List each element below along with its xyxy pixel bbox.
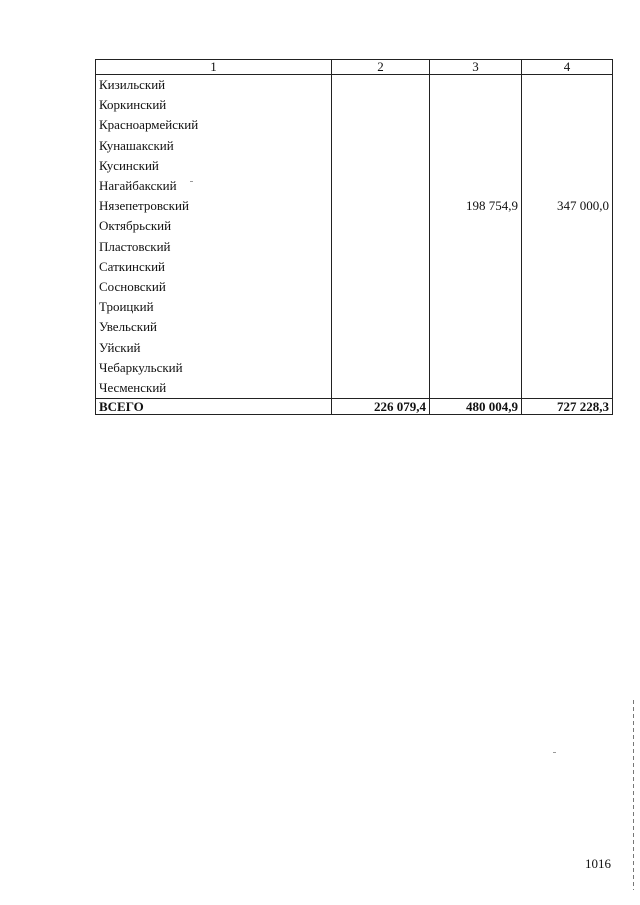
value-col-4-cell xyxy=(522,75,613,96)
value-col-4-cell xyxy=(522,297,613,317)
district-name-cell: Увельский xyxy=(96,317,332,337)
value-col-4-cell xyxy=(522,95,613,115)
value-col-2-cell xyxy=(332,358,430,378)
scan-speck xyxy=(190,181,193,182)
table-row xyxy=(96,95,613,115)
value-col-2-cell xyxy=(332,176,430,196)
value-col-3-cell xyxy=(430,358,522,378)
value-col-4-cell xyxy=(522,237,613,257)
value-col-3-cell xyxy=(430,115,522,135)
header-col-3: 3 xyxy=(430,60,522,75)
value-col-2-cell xyxy=(332,257,430,277)
table-row xyxy=(96,136,613,156)
total-label: ВСЕГО xyxy=(96,399,332,415)
table-row xyxy=(96,277,613,297)
value-col-2-cell xyxy=(332,136,430,156)
value-col-4-cell: 347 000,0 xyxy=(522,196,613,216)
table-row xyxy=(96,156,613,176)
value-col-4-cell xyxy=(522,378,613,399)
value-col-3-cell xyxy=(430,297,522,317)
district-name-cell: Кизильский xyxy=(96,75,332,96)
table-row xyxy=(96,176,613,196)
value-col-4-cell xyxy=(522,136,613,156)
value-col-3-cell xyxy=(430,156,522,176)
total-row xyxy=(96,399,613,415)
value-col-4-cell xyxy=(522,337,613,357)
district-name-cell: Коркинский xyxy=(96,95,332,115)
district-name-cell: Чебаркульский xyxy=(96,358,332,378)
table-row xyxy=(96,237,613,257)
value-col-4-cell xyxy=(522,358,613,378)
data-table xyxy=(95,59,613,415)
table-row xyxy=(96,358,613,378)
district-name-cell: Уйский xyxy=(96,337,332,357)
table-row xyxy=(96,75,613,96)
total-col-3: 480 004,9 xyxy=(430,399,522,415)
header-col-4: 4 xyxy=(522,60,613,75)
district-name-cell: Нагайбакский xyxy=(96,176,332,196)
value-col-2-cell xyxy=(332,378,430,399)
value-col-2-cell xyxy=(332,75,430,96)
value-col-3-cell xyxy=(430,136,522,156)
value-col-4-cell xyxy=(522,156,613,176)
value-col-2-cell xyxy=(332,317,430,337)
table-row xyxy=(96,196,613,216)
district-name-cell: Троицкий xyxy=(96,297,332,317)
value-col-4-cell xyxy=(522,216,613,236)
district-name-cell: Октябрьский xyxy=(96,216,332,236)
district-name-cell: Пластовский xyxy=(96,237,332,257)
table-row xyxy=(96,115,613,135)
table-row xyxy=(96,216,613,236)
value-col-3-cell xyxy=(430,216,522,236)
district-name-cell: Саткинский xyxy=(96,257,332,277)
value-col-4-cell xyxy=(522,277,613,297)
value-col-2-cell xyxy=(332,216,430,236)
table-row xyxy=(96,337,613,357)
header-row xyxy=(96,60,613,75)
value-col-3-cell: 198 754,9 xyxy=(430,196,522,216)
value-col-2-cell xyxy=(332,115,430,135)
total-col-2: 226 079,4 xyxy=(332,399,430,415)
district-name-cell: Сосновский xyxy=(96,277,332,297)
district-name-cell: Кунашакский xyxy=(96,136,332,156)
value-col-3-cell xyxy=(430,337,522,357)
value-col-3-cell xyxy=(430,277,522,297)
total-col-4: 727 228,3 xyxy=(522,399,613,415)
value-col-2-cell xyxy=(332,297,430,317)
header-col-2: 2 xyxy=(332,60,430,75)
value-col-3-cell xyxy=(430,257,522,277)
district-name-cell: Кусинский xyxy=(96,156,332,176)
district-name-cell: Нязепетровский xyxy=(96,196,332,216)
value-col-3-cell xyxy=(430,378,522,399)
table-row xyxy=(96,297,613,317)
value-col-3-cell xyxy=(430,95,522,115)
value-col-2-cell xyxy=(332,237,430,257)
district-name-cell: Красноармейский xyxy=(96,115,332,135)
value-col-4-cell xyxy=(522,176,613,196)
value-col-3-cell xyxy=(430,317,522,337)
header-col-1: 1 xyxy=(96,60,332,75)
value-col-3-cell xyxy=(430,75,522,96)
district-name-cell: Чесменский xyxy=(96,378,332,399)
value-col-2-cell xyxy=(332,95,430,115)
table-row xyxy=(96,378,613,399)
value-col-2-cell xyxy=(332,196,430,216)
scan-speck xyxy=(553,752,556,753)
value-col-2-cell xyxy=(332,337,430,357)
value-col-4-cell xyxy=(522,317,613,337)
value-col-2-cell xyxy=(332,277,430,297)
table-body xyxy=(96,75,613,399)
table-row xyxy=(96,317,613,337)
value-col-3-cell xyxy=(430,176,522,196)
value-col-4-cell xyxy=(522,115,613,135)
scan-edge-mark xyxy=(633,700,634,890)
value-col-3-cell xyxy=(430,237,522,257)
value-col-4-cell xyxy=(522,257,613,277)
page-number: 1016 xyxy=(585,856,611,871)
value-col-2-cell xyxy=(332,156,430,176)
table-row xyxy=(96,257,613,277)
